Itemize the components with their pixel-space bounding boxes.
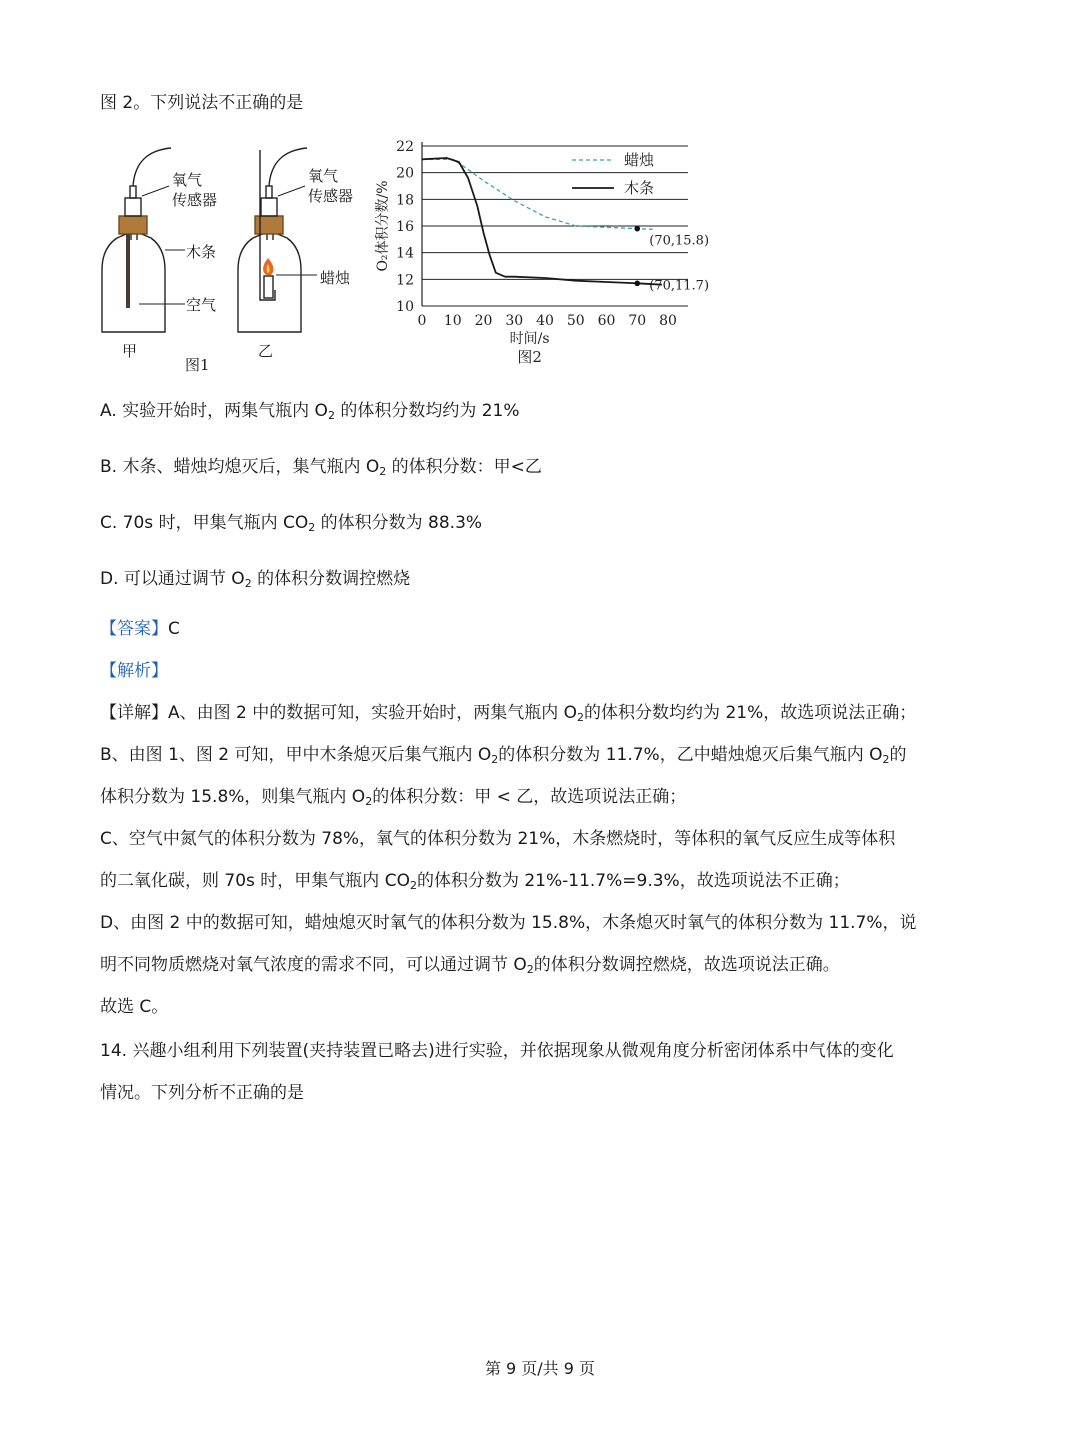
option-a bbox=[100, 400, 520, 427]
sensor-label-jia-line1: 氧气 bbox=[172, 171, 203, 189]
sensor-label-yi bbox=[308, 166, 353, 206]
option-b-sub: 2 bbox=[379, 465, 387, 478]
x-tick-label: 60 bbox=[597, 313, 616, 329]
detail-l7-post: 的体积分数调控燃烧，故选项说法正确。 bbox=[533, 955, 840, 975]
option-c-post: 的体积分数为 88.3% bbox=[315, 513, 483, 533]
x-tick-label: 0 bbox=[417, 313, 427, 329]
detail-l5-sub: 2 bbox=[409, 879, 417, 892]
legend-label-1: 蜡烛 bbox=[624, 151, 655, 169]
x-tick-label: 20 bbox=[474, 313, 493, 329]
y-tick-label: 20 bbox=[396, 165, 414, 182]
series-line-2 bbox=[422, 158, 662, 285]
answer-line bbox=[100, 618, 180, 640]
detail-l2-pre: B、由图 1、图 2 可知，甲中木条熄灭后集气瓶内 O bbox=[100, 745, 492, 765]
detail-line-8: 故选 C。 bbox=[100, 997, 169, 1017]
detail-l2-post: 的体积分数为 11.7%，乙中蜡烛熄灭后集气瓶内 O bbox=[498, 745, 883, 765]
detail-l5-pre: 的二氧化碳，则 70s 时，甲集气瓶内 CO bbox=[100, 871, 410, 891]
x-tick-label: 70 bbox=[628, 313, 647, 329]
air-label: 空气 bbox=[186, 296, 217, 314]
option-d-sub: 2 bbox=[244, 577, 252, 590]
annotation-point-2 bbox=[634, 281, 640, 287]
y-tick-label: 18 bbox=[396, 192, 414, 209]
figure2-caption: 图2 bbox=[517, 348, 542, 366]
annotation-label-1: (70,15.8) bbox=[649, 233, 710, 249]
detail-l3-post: 的体积分数：甲 < 乙，故选项说法正确； bbox=[372, 787, 687, 807]
candle-label: 蜡烛 bbox=[320, 269, 351, 287]
figure1-caption: 图1 bbox=[185, 356, 210, 374]
option-b-pre: B. 木条、蜡烛均熄灭后，集气瓶内 O bbox=[100, 457, 380, 477]
detail-l1-sub: 2 bbox=[577, 711, 585, 724]
detail-line-4: C、空气中氮气的体积分数为 78%，氧气的体积分数为 21%，木条燃烧时，等体积的氧气反应生成等体积 bbox=[100, 829, 896, 849]
detail-l5-post: 的体积分数为 21%-11.7%=9.3%，故选项说法不正确； bbox=[416, 871, 850, 891]
series-line-1 bbox=[422, 159, 653, 229]
x-axis-label: 时间/s bbox=[509, 331, 550, 347]
detail-l3-sub: 2 bbox=[365, 795, 373, 808]
option-b-post: 的体积分数：甲<乙 bbox=[386, 457, 542, 477]
wood-stick bbox=[126, 234, 130, 308]
x-tick-label: 10 bbox=[443, 313, 462, 329]
detail-l2-sub-2: 2 bbox=[882, 753, 890, 766]
x-tick-label: 40 bbox=[536, 313, 554, 329]
wood-label: 木条 bbox=[186, 243, 217, 261]
page-footer: 第 9 页/共 9 页 bbox=[484, 1359, 596, 1378]
x-tick-label: 50 bbox=[566, 313, 585, 329]
annotation-point-1 bbox=[634, 226, 640, 232]
sensor-label-jia-line2: 传感器 bbox=[172, 191, 218, 209]
legend-label-2: 木条 bbox=[624, 179, 655, 197]
option-c-pre: C. 70s 时，甲集气瓶内 CO bbox=[100, 513, 309, 533]
annotation-label-2: (70,11.7) bbox=[649, 278, 710, 294]
q14-line-2: 情况。下列分析不正确的是 bbox=[100, 1083, 304, 1103]
bottle-yi bbox=[238, 148, 307, 332]
y-tick-label: 10 bbox=[396, 299, 414, 315]
option-c bbox=[100, 512, 482, 539]
sensor-label-jia bbox=[172, 170, 217, 210]
detail-line-1 bbox=[100, 702, 916, 729]
analysis-line bbox=[100, 660, 168, 682]
detail-label: 【详解】 bbox=[100, 703, 168, 723]
detail-l7-sub: 2 bbox=[526, 963, 534, 976]
option-d-post: 的体积分数调控燃烧 bbox=[251, 569, 411, 589]
detail-line-3 bbox=[100, 786, 686, 813]
sensor-label-yi-line2: 传感器 bbox=[308, 187, 354, 205]
detail-l1-pre: A、由图 2 中的数据可知，实验开始时，两集气瓶内 O bbox=[168, 703, 578, 723]
answer-label: 【答案】 bbox=[100, 619, 168, 639]
x-tick-label: 80 bbox=[659, 313, 677, 329]
intro-text: 图 2。下列说法不正确的是 bbox=[100, 93, 304, 113]
sensor-label-yi-line1: 氧气 bbox=[308, 167, 339, 185]
option-d-pre: D. 可以通过调节 O bbox=[100, 569, 245, 589]
detail-line-6: D、由图 2 中的数据可知，蜡烛熄灭时氧气的体积分数为 15.8%，木条熄灭时氧气的体积分数为 11.7%，说 bbox=[100, 913, 917, 933]
detail-l2-sub-1: 2 bbox=[491, 753, 499, 766]
detail-line-7 bbox=[100, 954, 840, 981]
q14-line-1: 14. 兴趣小组利用下列装置(夹持装置已略去)进行实验，并依据现象从微观角度分析密闭体系中气体的变化 bbox=[100, 1041, 894, 1061]
figure2-chart bbox=[370, 130, 720, 375]
option-b bbox=[100, 456, 542, 483]
detail-l7-pre: 明不同物质燃烧对氧气浓度的需求不同，可以通过调节 O bbox=[100, 955, 527, 975]
analysis-label: 【解析】 bbox=[100, 661, 168, 681]
option-a-post: 的体积分数均约为 21% bbox=[334, 401, 520, 421]
bottle-jia-label: 甲 bbox=[122, 342, 138, 360]
y-tick-label: 22 bbox=[396, 139, 414, 155]
y-tick-label: 16 bbox=[396, 219, 414, 235]
answer-value: C bbox=[168, 619, 180, 639]
detail-l2-end: 的 bbox=[889, 745, 907, 765]
x-tick-label: 30 bbox=[505, 313, 524, 329]
y-axis-label: O₂体积分数/% bbox=[375, 180, 391, 272]
detail-line-5 bbox=[100, 870, 850, 897]
detail-l3-pre: 体积分数为 15.8%，则集气瓶内 O bbox=[100, 787, 366, 807]
option-a-sub: 2 bbox=[327, 409, 335, 422]
bottle-yi-label: 乙 bbox=[258, 342, 274, 360]
detail-line-2 bbox=[100, 744, 907, 771]
y-tick-label: 12 bbox=[396, 272, 414, 289]
detail-l1-post: 的体积分数均约为 21%，故选项说法正确； bbox=[584, 703, 917, 723]
y-tick-label: 14 bbox=[396, 245, 414, 262]
option-a-pre: A. 实验开始时，两集气瓶内 O bbox=[100, 401, 328, 421]
option-c-sub: 2 bbox=[308, 521, 316, 534]
option-d bbox=[100, 568, 410, 595]
